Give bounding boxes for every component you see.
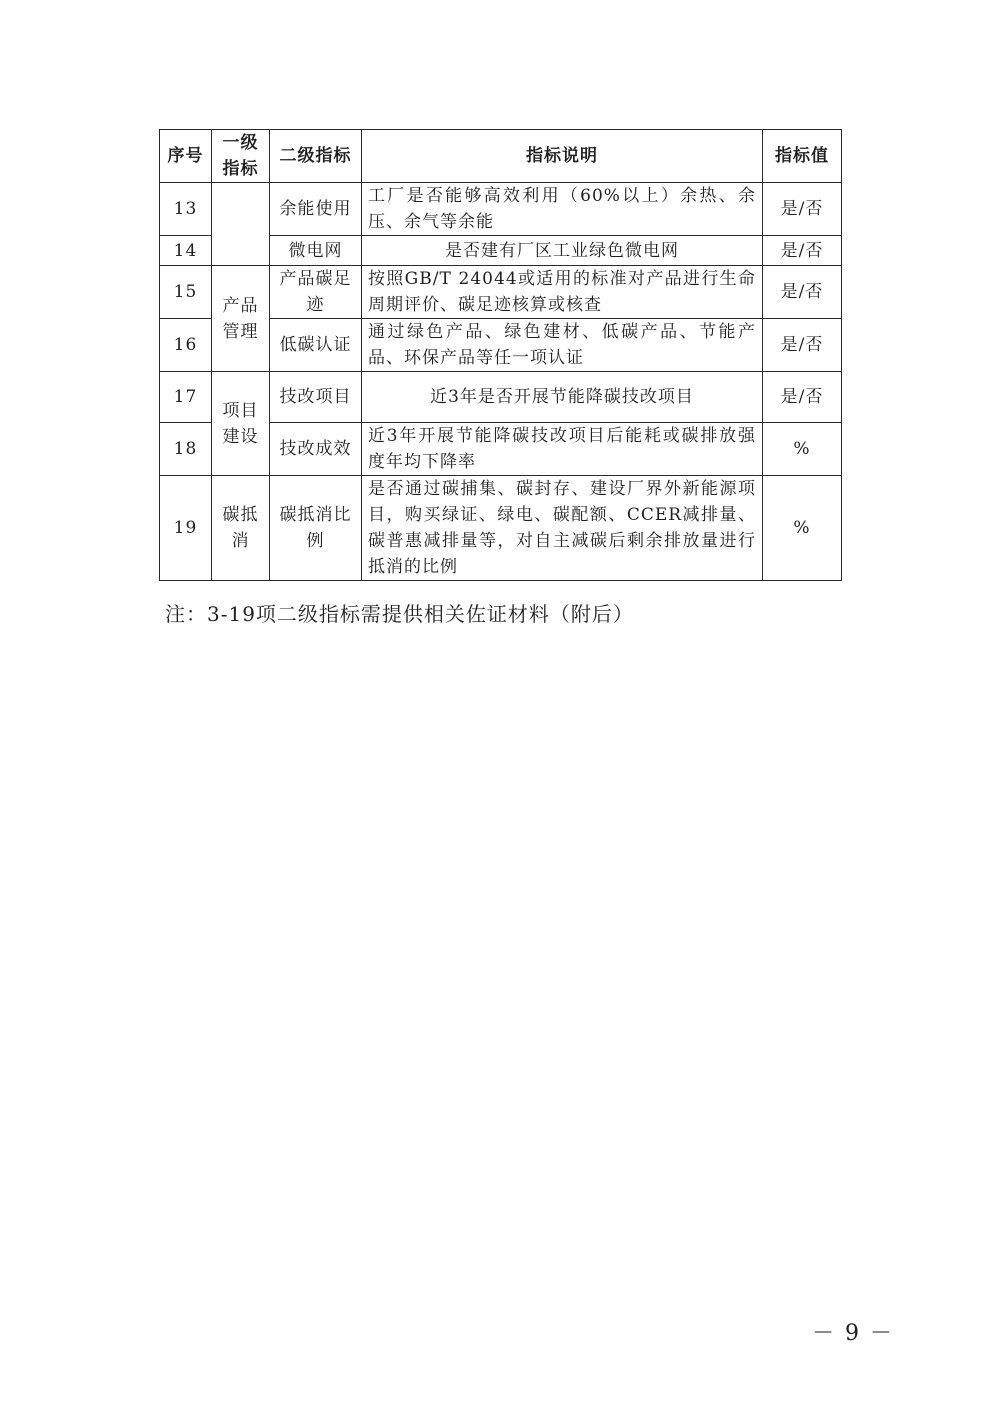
row-index: 19 xyxy=(160,476,212,581)
table-note: 注：3-19项二级指标需提供相关佐证材料（附后） xyxy=(165,602,634,626)
row-value: 是/否 xyxy=(763,319,842,372)
level1-group-cell: 项目建设 xyxy=(212,372,270,476)
row-value: % xyxy=(763,423,842,476)
row-description: 近3年是否开展节能降碳技改项目 xyxy=(362,372,763,423)
level1-group-cell xyxy=(212,183,270,266)
row-description: 工厂是否能够高效利用（60%以上）余热、余压、余气等余能 xyxy=(362,183,763,236)
row-index: 13 xyxy=(160,183,212,236)
row-level2: 余能使用 xyxy=(270,183,362,236)
row-description: 通过绿色产品、绿色建材、低碳产品、节能产品、环保产品等任一项认证 xyxy=(362,319,763,372)
table-row xyxy=(160,476,842,581)
row-value: 是/否 xyxy=(763,266,842,319)
row-level2: 技改成效 xyxy=(270,423,362,476)
row-index: 17 xyxy=(160,372,212,423)
row-description: 是否建有厂区工业绿色微电网 xyxy=(362,236,763,266)
indicator-table xyxy=(159,129,842,581)
row-index: 15 xyxy=(160,266,212,319)
row-value: 是/否 xyxy=(763,372,842,423)
table-header-row xyxy=(160,130,842,183)
row-level2: 技改项目 xyxy=(270,372,362,423)
row-description: 按照GB/T 24044或适用的标准对产品进行生命周期评价、碳足迹核算或核查 xyxy=(362,266,763,319)
row-value: % xyxy=(763,476,842,581)
page-number: － 9 － xyxy=(812,1321,894,1346)
row-level2: 产品碳足迹 xyxy=(270,266,362,319)
header-level2: 二级指标 xyxy=(270,130,362,183)
table-row xyxy=(160,266,842,319)
row-index: 16 xyxy=(160,319,212,372)
row-index: 18 xyxy=(160,423,212,476)
table-row xyxy=(160,183,842,236)
header-level1: 一级指标 xyxy=(212,130,270,183)
level1-group-cell: 产品管理 xyxy=(212,266,270,372)
row-description: 是否通过碳捕集、碳封存、建设厂界外新能源项目，购买绿证、绿电、碳配额、CCER减排量、碳普惠减排量等，对自主减碳后剩余排放量进行抵消的比例 xyxy=(362,476,763,581)
row-value: 是/否 xyxy=(763,236,842,266)
row-level2: 低碳认证 xyxy=(270,319,362,372)
row-description: 近3年开展节能降碳技改项目后能耗或碳排放强度年均下降率 xyxy=(362,423,763,476)
header-description: 指标说明 xyxy=(362,130,763,183)
row-level2: 微电网 xyxy=(270,236,362,266)
row-index: 14 xyxy=(160,236,212,266)
header-value: 指标值 xyxy=(763,130,842,183)
level1-group-cell: 碳抵消 xyxy=(212,476,270,581)
table-row xyxy=(160,372,842,423)
row-value: 是/否 xyxy=(763,183,842,236)
header-index: 序号 xyxy=(160,130,212,183)
row-level2: 碳抵消比例 xyxy=(270,476,362,581)
